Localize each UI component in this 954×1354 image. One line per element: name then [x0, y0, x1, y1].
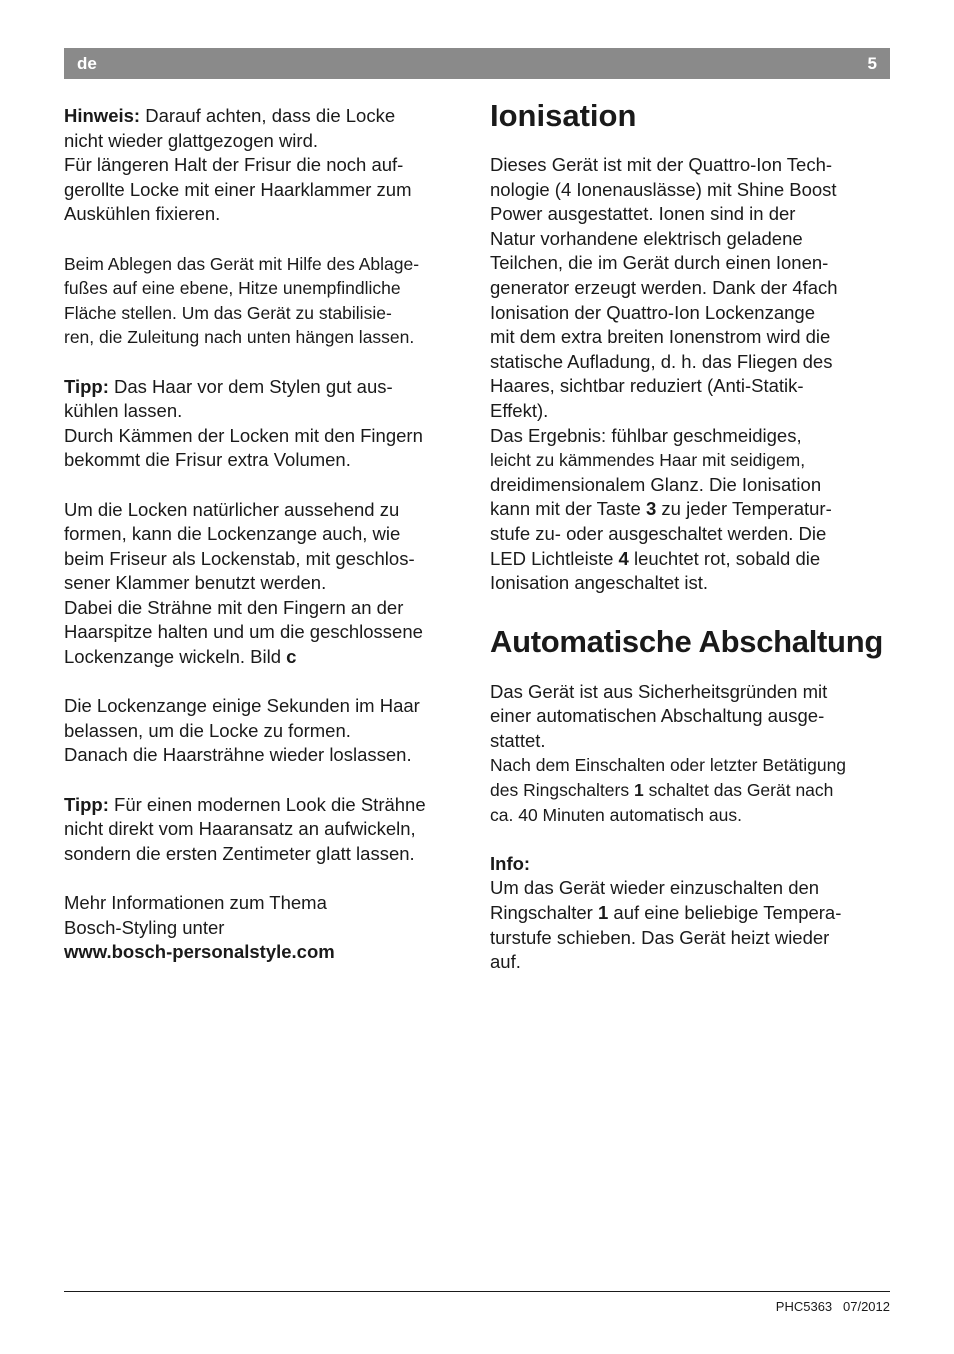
publication-date: 07/2012 [843, 1299, 890, 1314]
page-number: 5 [867, 54, 877, 73]
tip-label: Tipp: [64, 375, 109, 397]
note-label: Hinweis: [64, 105, 141, 126]
language-code: de [77, 54, 97, 73]
heading-auto-shutoff: Automatische Abschaltung [490, 623, 883, 659]
more-info-paragraph: Mehr Informationen zum Thema Bosch-Styling unter www.bosch-personalstyle.com [64, 892, 335, 963]
button-ref-3: 3 [645, 498, 657, 520]
ionisation-paragraph: Dieses Gerät ist mit der Quattro-Ion Tech- nologie (4 Ionenauslässe) mit Shine Boost Power ausgestattet. Ionen sind in der Natur vorhandene elektrisch geladene Teilchen, die im Gerät durch einen Ionen- generator erzeugt werden. Dank der 4fach Ionisation der Quattro-Ion Lockenzange mit dem extra breiten Ionenstrom wird die statische Aufladung, d. h. das Fliegen des Haares, sichtbar reduziert (Anti-Statik- Effekt). Das Ergebnis: fühlbar geschmeidiges, leicht zu kämmendes Haar mit seidigem, dreidimensionalem Glanz. Die Ionisation kann mit der Taste 3 zu jeder Temperatur- stufe zu- oder ausgeschaltet werden. Die LED Lichtleiste 4 leuchtet rot, sobald die Ionisation angeschaltet ist. [490, 154, 838, 594]
switch-ref-1: 1 [633, 780, 644, 801]
figure-ref: c [286, 646, 297, 668]
heading-ionisation: Ionisation [490, 98, 637, 133]
page-header-bar [64, 48, 890, 79]
switch-ref-1: 1 [597, 902, 609, 924]
auto-shutoff-paragraph: Das Gerät ist aus Sicherheitsgründen mit einer automatischen Abschaltung ausge- stattet. Nach dem Einschalten oder letzter Betätigung des Ringschalters 1 schaltet das Gerät nach ca. 40 Minuten automatisch aus. [490, 680, 847, 825]
info-label: Info: [490, 852, 531, 874]
website-link[interactable]: www.bosch-personalstyle.com [64, 941, 335, 963]
hold-paragraph: Die Lockenzange einige Sekunden im Haar belassen, um die Locke zu formen. Danach die Haarsträhne wieder loslassen. [64, 695, 420, 766]
footer-divider [64, 1291, 890, 1292]
info-paragraph: Info: Um das Gerät wieder einzuschalten den Ringschalter 1 auf eine beliebige Tempera- turstufe schieben. Das Gerät heizt wieder auf. [490, 852, 842, 973]
curl-paragraph: Um die Locken natürlicher aussehend zu formen, kann die Lockenzange auch, wie beim Friseur als Lockenstab, mit geschlos- sener Klammer benutzt werden. Dabei die Strähne mit den Fingern an der Haarspitze halten und um die geschlossene Lockenzange wickeln. Bild c [64, 498, 423, 668]
note-paragraph: Hinweis: Darauf achten, dass die Locke nicht wieder glattgezogen wird. Für längeren Halt der Frisur die noch auf- gerollte Locke mit einer Haarklammer zum Auskühlen fixieren. [64, 105, 412, 225]
left-column [64, 104, 469, 965]
tip-paragraph-1: Tipp: Das Haar vor dem Stylen gut aus- kühlen lassen. Durch Kämmen der Locken mit den Fingern bekommt die Frisur extra Volumen. [64, 375, 423, 471]
tip-label: Tipp: [64, 793, 109, 815]
placement-paragraph: Beim Ablegen das Gerät mit Hilfe des Ablage- fußes auf eine ebene, Hitze unempfindliche Fläche stellen. Um das Gerät zu stabilisie- ren, die Zuleitung nach unten hängen lassen. [64, 253, 420, 348]
model-number: PHC5363 [775, 1299, 833, 1314]
footer-info [776, 1299, 890, 1314]
led-ref-4: 4 [618, 547, 629, 569]
tip-paragraph-2: Tipp: Für einen modernen Look die Strähne nicht direkt vom Haaransatz an aufwickeln, sondern die ersten Zentimeter glatt lassen. [64, 793, 426, 864]
right-column [490, 98, 895, 975]
